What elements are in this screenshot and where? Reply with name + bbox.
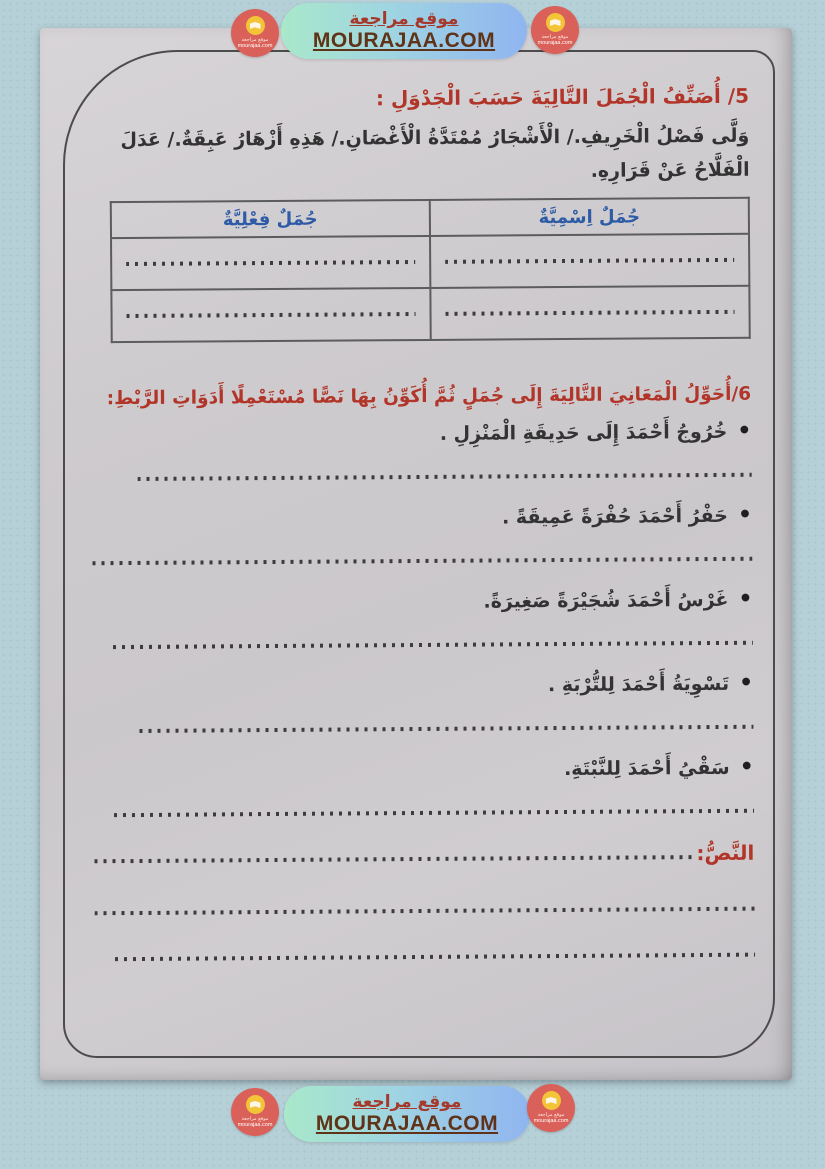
list-item-text: سَقْيُ أَحْمَدَ لِلنَّبْتَةِ. (563, 756, 730, 781)
column-header-nominal-sentences: جُمَلٌ اِسْمِيَّةٌ (430, 198, 749, 236)
text-label: النَّصُّ: (696, 840, 755, 866)
book-icon (542, 1091, 561, 1110)
table-header-row (111, 198, 749, 238)
book-icon (546, 13, 565, 32)
answer-dotted-line (92, 557, 752, 566)
site-domain: MOURAJAA.COM (312, 29, 496, 52)
list-item (94, 754, 754, 784)
q5-sentences: وَلَّى فَصْلُ الْخَرِيفِ./ الْأَشْجَارُ مُمْتَدَّةُ الْأَغْصَانِ./ هَذِهِ أَزْهَارُ عَبِقَةٌ./ عَدَلَ الْفَلَّاحُ عَنْ قَرَارِهِ. (120, 124, 750, 183)
table-row (111, 286, 750, 342)
logo-text-domain: mourajaa.com (533, 1118, 569, 1124)
q5-heading: 5/ أُصَنِّفُ الْجُمَلَ التَّالِيَةَ حَسَبَ الْجَدْوَلِ : (375, 83, 750, 111)
logo-text-domain: mourajaa.com (237, 43, 273, 49)
site-banner-header (281, 3, 527, 59)
site-name-arabic: موقع مراجعة (352, 1092, 462, 1112)
q5-classification-table (110, 197, 751, 343)
mourajaa-logo-icon (527, 1084, 575, 1132)
bullet-icon: • (738, 670, 754, 696)
list-item-text: حَفْرُ أَحْمَدَ حُفْرَةً عَمِيقَةً . (501, 504, 728, 529)
text-answer-row (94, 841, 754, 870)
answer-dotted-line (445, 310, 734, 316)
q6-items-list (91, 418, 754, 818)
list-item (93, 670, 754, 700)
answer-dotted-line (114, 809, 754, 817)
mourajaa-logo-icon (531, 6, 579, 54)
worksheet-content (89, 81, 755, 962)
book-icon (246, 1095, 265, 1114)
answer-dotted-line (126, 312, 415, 318)
site-domain: MOURAJAA.COM (315, 1112, 499, 1135)
mourajaa-logo-icon (231, 9, 279, 57)
mourajaa-logo-icon (231, 1088, 279, 1136)
answer-dotted-line (113, 641, 753, 649)
list-item-text: خُرُوجُ أَحْمَدَ إِلَى حَدِيقَةِ الْمَنْزِلِ . (439, 420, 728, 445)
table-row (111, 234, 750, 290)
bullet-icon: • (738, 586, 753, 612)
answer-dotted-line (138, 473, 752, 481)
logo-text-domain: mourajaa.com (537, 40, 573, 46)
list-item (91, 418, 752, 448)
q6-heading: 6/أُحَوِّلُ الْمَعَانِيَ التَّالِيَةَ إِلَى جُمَلٍ ثُمَّ أُكَوِّنُ بِهَا نَصًّا مُسْتَعْمِلًا أَدَوَاتِ الرَّبْطِ: (106, 384, 752, 410)
logo-text-arabic: موقع مراجعة (241, 1116, 269, 1122)
site-banner-footer (284, 1086, 530, 1142)
answer-cell (111, 236, 430, 290)
list-item-text: تَسْوِيَةُ أَحْمَدَ لِلتُّرْبَةِ . (547, 672, 730, 697)
list-item (92, 502, 753, 532)
book-icon (246, 16, 265, 35)
bullet-icon: • (739, 754, 754, 780)
bullet-icon: • (737, 502, 753, 528)
logo-text-arabic: موقع مراجعة (541, 34, 569, 40)
logo-text-domain: mourajaa.com (237, 1122, 273, 1128)
answer-dotted-line (94, 855, 692, 863)
answer-dotted-line (95, 907, 755, 916)
worksheet-paper (40, 28, 792, 1080)
list-item (92, 586, 753, 616)
answer-dotted-line (445, 258, 734, 264)
answer-dotted-line (140, 725, 754, 733)
answer-dotted-line (126, 260, 415, 266)
site-name-arabic: موقع مراجعة (349, 9, 459, 29)
bullet-icon: • (737, 418, 752, 444)
answer-cell (430, 286, 749, 340)
column-header-verbal-sentences: جُمَلٌ فِعْلِيَّةٌ (111, 200, 430, 238)
answer-cell (430, 234, 749, 288)
logo-text-arabic: موقع مراجعة (537, 1112, 565, 1118)
logo-text-arabic: موقع مراجعة (241, 37, 269, 43)
answer-cell (111, 288, 430, 342)
list-item-text: غَرْسُ أَحْمَدَ شُجَيْرَةً صَغِيرَةً. (483, 588, 729, 613)
